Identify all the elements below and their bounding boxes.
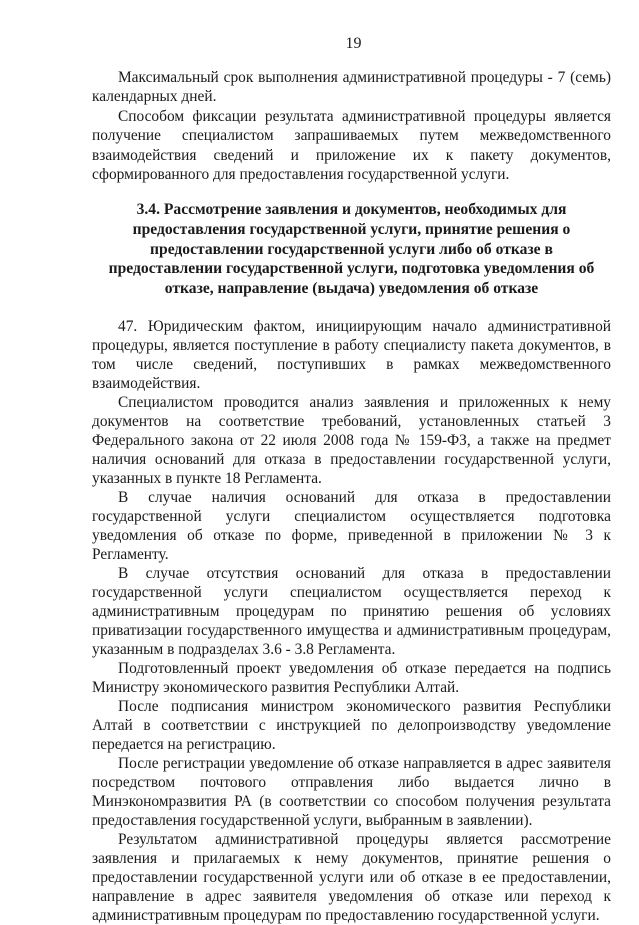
paragraph-draft-signature: Подготовленный проект уведомления об отказе передается на подпись Министру экономического развития Республики Алтай.	[92, 660, 611, 697]
paragraph-no-refusal-grounds: В случае отсутствия оснований для отказа в предоставлении государственной услуги специалистом осуществляется переход к административным процедурам по принятию решения об условиях приватизации государственного имущества и административным процедурам, указанным в подразделах 3.6 - 3.8 Регламента.	[92, 565, 611, 659]
paragraph-analysis: Специалистом проводится анализ заявления и приложенных к нему документов на соответствие требований, установленных статьей 3 Федерального закона от 22 июля 2008 года № 159-ФЗ, а также на предмет наличия оснований для отказа в предоставлении государственной услуги, указанных в пункте 18 Регламента.	[92, 394, 611, 488]
section-heading: 3.4. Рассмотрение заявления и документов, необходимых для предоставления государственной услуги, принятие решения о предоставлении государственной услуги либо об отказе в предоставлении государственной услуги, подготовка уведомления об отказе, направление (выдача) уведомления об отказе	[108, 201, 595, 297]
paragraph-after-signing: После подписания министром экономического развития Республики Алтай в соответствии с инструкцией по делопроизводству уведомление передается на регистрацию.	[92, 698, 611, 754]
paragraph-procedure-result: Результатом административной процедуры является рассмотрение заявления и прилагаемых к нему документов, принятие решения о предоставлении государственной услуги или об отказе в ее предоставлении, направление в адрес заявителя уведомления об отказе или переход к административным процедурам по предоставлению государственной услуги.	[92, 831, 611, 925]
paragraph-47-legal-fact: 47. Юридическим фактом, инициирующим начало административной процедуры, является поступление в работу специалисту пакета документов, в том числе сведений, поступивших в рамках межведомственного взаимодействия.	[92, 318, 611, 393]
paragraph-fixation-method: Способом фиксации результата административной процедуры является получение специалистом запрашиваемых путем межведомственного взаимодействия сведений и приложение их к пакету документов, сформированного для предоставления государственной услуги.	[92, 107, 611, 184]
page-number: 19	[345, 35, 362, 52]
paragraph-max-duration: Максимальный срок выполнения административной процедуры - 7 (семь) календарных дней.	[92, 69, 611, 106]
paragraph-after-registration: После регистрации уведомление об отказе направляется в адрес заявителя посредством почтового отправления либо выдается лично в Минэкономразвития РА (в соответствии со способом получения результата предоставления государственной услуги, выбранным в заявлении).	[92, 755, 611, 830]
paragraph-refusal-grounds: В случае наличия оснований для отказа в предоставлении государственной услуги специалистом осуществляется подготовка уведомления об отказе по форме, приведенной в приложении № 3 к Регламенту.	[92, 489, 611, 564]
